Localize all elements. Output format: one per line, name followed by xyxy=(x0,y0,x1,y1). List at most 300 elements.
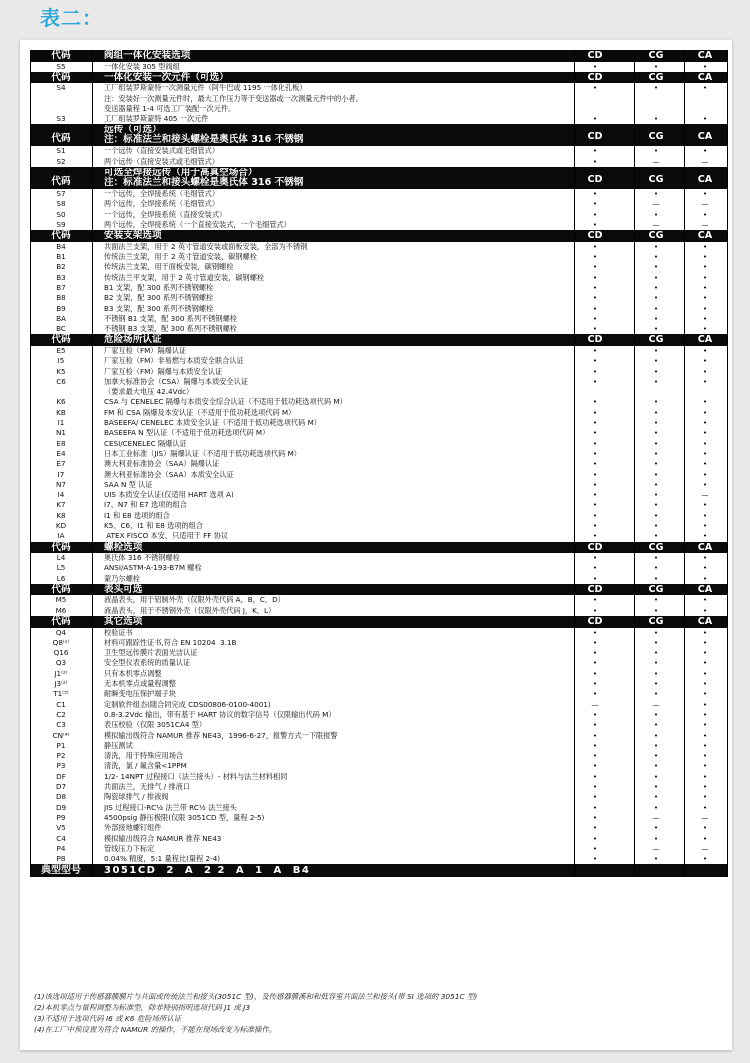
availability-mark: • xyxy=(702,709,708,719)
column-header-cg: CG xyxy=(648,541,664,553)
table-row xyxy=(30,595,728,605)
footnote: (1)该选项适用于传感器膜膜片与共面或传统法兰和接头(3051C 型)，及传感器膜溪和和低容室共面法兰和接头(带 SI 选项的 3051C 型) xyxy=(34,992,478,1001)
table-row xyxy=(30,563,728,573)
option-code: P3 xyxy=(56,761,66,771)
availability-mark: • xyxy=(702,553,708,563)
table-row xyxy=(30,62,728,72)
availability-mark: • xyxy=(592,761,598,771)
availability-mark: • xyxy=(653,490,659,500)
availability-mark: • xyxy=(653,241,659,251)
availability-mark: • xyxy=(592,479,598,489)
column-header-ca: CA xyxy=(697,616,713,628)
column-header-cd: CD xyxy=(587,50,603,61)
option-description: 外部接地螺钉组件 xyxy=(104,823,162,833)
availability-mark: • xyxy=(592,459,598,469)
option-description: 液晶表头，用于铝制外壳（仅限外壳代码 A，B，C，D） xyxy=(104,595,285,605)
availability-mark: • xyxy=(653,376,659,386)
option-description: 澳大利亚标准协会（SAA）隔爆认证 xyxy=(104,459,220,469)
availability-mark: • xyxy=(592,720,598,730)
section-header xyxy=(30,616,728,628)
availability-mark: • xyxy=(592,418,598,428)
availability-mark: • xyxy=(653,428,659,438)
option-description: 液晶表头，用于不锈钢外壳（仅限外壳代码 J，K，L） xyxy=(104,605,276,615)
availability-mark: • xyxy=(702,469,708,479)
availability-mark: • xyxy=(702,730,708,740)
availability-mark: • xyxy=(592,356,598,366)
availability-mark: — xyxy=(701,219,709,229)
availability-mark: • xyxy=(592,189,598,199)
options-table xyxy=(30,50,728,877)
availability-mark: • xyxy=(653,605,659,615)
option-code: C3 xyxy=(56,720,66,730)
availability-mark: • xyxy=(592,146,598,156)
table-row xyxy=(30,470,728,480)
option-description: 厂家互检（FM）非易燃与本质安全联合认证 xyxy=(104,356,244,366)
availability-mark: • xyxy=(702,418,708,428)
table-row xyxy=(30,531,728,541)
availability-mark: • xyxy=(702,376,708,386)
table-row xyxy=(30,346,728,356)
option-code: J1⁽²⁾ xyxy=(54,668,68,678)
availability-mark: • xyxy=(653,272,659,282)
availability-mark: • xyxy=(592,313,598,323)
availability-mark: — xyxy=(652,812,660,822)
table-row xyxy=(30,710,728,720)
availability-mark: • xyxy=(653,418,659,428)
table-row xyxy=(30,367,728,377)
availability-mark: • xyxy=(702,751,708,761)
availability-mark: • xyxy=(702,459,708,469)
column-header-ca: CA xyxy=(697,71,713,83)
table-row xyxy=(30,669,728,679)
availability-mark: • xyxy=(592,637,598,647)
availability-mark: • xyxy=(653,479,659,489)
option-code: P4 xyxy=(56,843,66,853)
footnote: (4)在工厂中预设置为符合 NAMUR 的操作，不能在现场改变为标准操作。 xyxy=(34,1025,277,1034)
availability-mark: • xyxy=(702,479,708,489)
section-title: 表头可选 xyxy=(104,583,143,595)
column-header-cg: CG xyxy=(648,71,664,83)
column-header-ca: CA xyxy=(697,174,713,186)
option-description: ANSI/ASTM-A-193-B7M 螺栓 xyxy=(104,563,202,573)
table-row xyxy=(30,252,728,262)
option-description: 安全型仪表系统的质量认证 xyxy=(104,658,191,668)
option-code: P2 xyxy=(56,751,66,761)
availability-mark: • xyxy=(592,345,598,355)
availability-mark: • xyxy=(702,500,708,510)
availability-mark: • xyxy=(653,709,659,719)
option-code: P9 xyxy=(56,812,66,822)
table-title: 表二： xyxy=(40,6,103,30)
option-description: JIS 过程接口-RC¹⁄₄ 法兰带 RC¹⁄₂ 法兰接头 xyxy=(104,802,237,812)
option-code: S9 xyxy=(56,219,66,229)
section-header xyxy=(30,124,728,146)
table-row xyxy=(30,220,728,230)
option-description: 静压测试 xyxy=(104,740,133,750)
section-title: 可选全焊接远传（用于高真空场合） 注：标准法兰和接头螺栓是奥氏体 316 不锈钢 xyxy=(104,167,304,188)
availability-mark: • xyxy=(702,438,708,448)
availability-mark: — xyxy=(652,219,660,229)
option-description: B1 支架，配 300 系列不锈钢螺栓 xyxy=(104,282,214,292)
availability-mark: • xyxy=(702,720,708,730)
availability-mark: • xyxy=(592,114,598,124)
availability-mark: • xyxy=(653,282,659,292)
availability-mark: • xyxy=(702,520,708,530)
availability-mark: • xyxy=(592,209,598,219)
option-code: B1 xyxy=(56,252,66,262)
table-row xyxy=(30,689,728,699)
table-row xyxy=(30,658,728,668)
availability-mark: • xyxy=(653,303,659,313)
option-description: I7、N7 和 E7 选项的组合 xyxy=(104,500,187,510)
table-row xyxy=(30,387,728,397)
table-row xyxy=(30,761,728,771)
option-description: 共面法兰支架，用于 2 英寸管道安装或面板安装，全部为不锈钢 xyxy=(104,241,308,251)
option-description: 两个远传，全焊接系统（毛细管式） xyxy=(104,199,220,209)
option-code: Q3 xyxy=(55,658,67,668)
footnote: (2)本机零点与量程调整为标准型，除非特别指明选项代码 J1 或 J3 xyxy=(34,1003,251,1012)
availability-mark: • xyxy=(653,531,659,541)
availability-mark: • xyxy=(592,648,598,658)
option-description: 清洗，氯 / 氟含量<1PPM xyxy=(104,761,187,771)
option-code: C4 xyxy=(56,833,66,843)
table-row xyxy=(30,628,728,638)
availability-mark: • xyxy=(702,428,708,438)
availability-mark: • xyxy=(702,209,708,219)
availability-mark: • xyxy=(653,500,659,510)
section-header xyxy=(30,542,728,554)
option-code: S5 xyxy=(56,61,66,71)
availability-mark: • xyxy=(702,823,708,833)
availability-mark: • xyxy=(653,114,659,124)
availability-mark: • xyxy=(592,531,598,541)
availability-mark: • xyxy=(702,114,708,124)
footnotes xyxy=(34,991,477,1035)
table-row xyxy=(30,114,728,124)
table-row xyxy=(30,459,728,469)
availability-mark: • xyxy=(653,668,659,678)
section-header xyxy=(30,72,728,84)
option-description: （要求最大电压 42.4Vdc） xyxy=(104,387,194,397)
availability-mark: • xyxy=(702,303,708,313)
option-description: CSA 与 CENELEC 隔爆与本质安全综合认证（不适用于低功耗选项代码 M） xyxy=(104,397,347,407)
option-description: I1 和 E8 选项的组合 xyxy=(104,510,170,520)
availability-mark: • xyxy=(702,356,708,366)
availability-mark: • xyxy=(592,376,598,386)
availability-mark: • xyxy=(653,262,659,272)
availability-mark: • xyxy=(702,262,708,272)
availability-mark: • xyxy=(653,459,659,469)
availability-mark: • xyxy=(592,61,598,71)
table-row xyxy=(30,500,728,510)
availability-mark: • xyxy=(702,833,708,843)
option-description: 传统法兰平支架，用于 2 英寸管道安装，碳钢螺栓 xyxy=(104,272,265,282)
option-code: V5 xyxy=(56,823,66,833)
option-description: 4500psig 静压极限(仅限 3051CD 型，量程 2-5) xyxy=(104,812,265,822)
option-code: N1 xyxy=(56,428,66,438)
table-row xyxy=(30,648,728,658)
table-row xyxy=(30,418,728,428)
option-description: 1/2- 14NPT 过程接口（法兰接头）- 材料与法兰材料相同 xyxy=(104,771,288,781)
table-row xyxy=(30,439,728,449)
option-code: Q8⁽¹⁾ xyxy=(52,637,70,647)
option-description: 模拟输出级符合 NAMUR 推荐 NE43，1996-6-27，报警方式一下限报警 xyxy=(104,730,338,740)
option-description: 两个远传，全焊接系统（一个直接安装式，一个毛细管式） xyxy=(104,219,291,229)
option-description: 两个远传（直接安装式或毛细管式） xyxy=(104,156,220,166)
option-description: BASEEFA/ CENELEC 本质安全认证（不适用于低功耗选项代码 M） xyxy=(104,418,321,428)
table-row xyxy=(30,314,728,324)
section-header xyxy=(30,50,728,62)
option-description: 陶瓷球排气 / 排液阀 xyxy=(104,792,169,802)
section-header xyxy=(30,230,728,242)
availability-mark: • xyxy=(702,252,708,262)
option-code: P8 xyxy=(56,854,66,864)
column-header-cd: CD xyxy=(587,616,603,628)
option-description: 无本机零点或量程调整 xyxy=(104,679,176,689)
column-header-ca: CA xyxy=(697,541,713,553)
availability-mark: • xyxy=(653,833,659,843)
availability-mark: • xyxy=(702,658,708,668)
section-title: 其它选项 xyxy=(104,616,143,628)
availability-mark: • xyxy=(702,272,708,282)
availability-mark: • xyxy=(592,668,598,678)
availability-mark: — xyxy=(701,812,709,822)
section-header xyxy=(30,584,728,596)
column-header-cd: CD xyxy=(587,230,603,242)
availability-mark: • xyxy=(702,324,708,334)
grid-line xyxy=(574,50,575,877)
availability-mark: • xyxy=(653,407,659,417)
availability-mark: • xyxy=(702,854,708,864)
availability-mark: • xyxy=(653,792,659,802)
option-description: 奥氏体 316 不锈钢螺栓 xyxy=(104,553,180,563)
availability-mark: • xyxy=(653,802,659,812)
option-description: 模拟输出级符合 NAMUR 推荐 NE43 xyxy=(104,833,222,843)
availability-mark: • xyxy=(592,823,598,833)
availability-mark: • xyxy=(653,720,659,730)
availability-mark: • xyxy=(702,648,708,658)
option-description: 一个远传（直接安装式或毛细管式） xyxy=(104,146,220,156)
availability-mark: • xyxy=(702,740,708,750)
option-code: C2 xyxy=(56,709,66,719)
availability-mark: • xyxy=(592,751,598,761)
option-code: L5 xyxy=(56,563,66,573)
table-row xyxy=(30,731,728,741)
availability-mark: • xyxy=(592,438,598,448)
availability-mark: • xyxy=(653,689,659,699)
availability-mark: • xyxy=(592,843,598,853)
option-code: M5 xyxy=(55,595,67,605)
availability-mark: • xyxy=(592,293,598,303)
column-header-ca: CA xyxy=(697,50,713,61)
availability-mark: • xyxy=(592,510,598,520)
option-description: K5、C6、I1 和 E8 选项的组合 xyxy=(104,520,204,530)
availability-mark: • xyxy=(702,761,708,771)
table-row xyxy=(30,146,728,156)
table-row xyxy=(30,199,728,209)
availability-mark: • xyxy=(702,637,708,647)
option-code: S3 xyxy=(56,114,66,124)
table-row xyxy=(30,741,728,751)
availability-mark: • xyxy=(592,500,598,510)
availability-mark: • xyxy=(592,802,598,812)
section-header xyxy=(30,167,728,189)
option-code: B3 xyxy=(56,272,66,282)
option-code: K6 xyxy=(56,397,66,407)
section-code-label: 代码 xyxy=(51,334,71,346)
option-code: S7 xyxy=(56,189,66,199)
table-row xyxy=(30,262,728,272)
option-code: I4 xyxy=(57,490,65,500)
availability-mark: • xyxy=(653,658,659,668)
availability-mark: • xyxy=(653,293,659,303)
table-row xyxy=(30,574,728,584)
table-row xyxy=(30,844,728,854)
option-code: CN⁽⁴⁾ xyxy=(52,730,70,740)
option-code: E8 xyxy=(56,438,66,448)
section-title: 一体化安装一次元件（可选） xyxy=(104,71,229,83)
table-row xyxy=(30,356,728,366)
availability-mark: • xyxy=(592,782,598,792)
option-description: FM 和 CSA 隔爆及本安认证（不适用于低功耗选项代码 M） xyxy=(104,407,296,417)
footnote: (3)不适用于选项代码 I6 或 K6 危险场所认证 xyxy=(34,1014,182,1023)
option-code: B7 xyxy=(56,282,66,292)
availability-mark: • xyxy=(592,792,598,802)
section-header xyxy=(30,334,728,346)
availability-mark: • xyxy=(702,397,708,407)
grid-line xyxy=(684,50,685,877)
availability-mark: • xyxy=(702,83,708,93)
availability-mark: • xyxy=(592,397,598,407)
availability-mark: • xyxy=(653,209,659,219)
option-description: 日本工业标准（JIS）隔爆认证（不适用于低功耗选项代码 M） xyxy=(104,448,301,458)
availability-mark: • xyxy=(592,740,598,750)
table-row xyxy=(30,273,728,283)
availability-mark: — xyxy=(701,490,709,500)
table-row xyxy=(30,104,728,114)
table-row xyxy=(30,638,728,648)
option-description: 蒙乃尔螺栓 xyxy=(104,573,140,583)
option-description: 不锈钢 B3 支架，配 300 系列不锈钢螺栓 xyxy=(104,324,237,334)
availability-mark: • xyxy=(653,823,659,833)
option-code: K8 xyxy=(56,510,66,520)
availability-mark: • xyxy=(702,61,708,71)
option-code: B9 xyxy=(56,303,66,313)
availability-mark: • xyxy=(653,740,659,750)
option-code: I5 xyxy=(57,356,65,366)
availability-mark: • xyxy=(702,679,708,689)
availability-mark: • xyxy=(592,833,598,843)
table-row xyxy=(30,511,728,521)
availability-mark: • xyxy=(653,761,659,771)
option-code: S8 xyxy=(56,199,66,209)
column-header-cg: CG xyxy=(648,50,664,61)
option-description: 一个远传，全焊接系统（直接安装式） xyxy=(104,209,227,219)
availability-mark: • xyxy=(653,648,659,658)
option-code: BA xyxy=(56,313,66,323)
section-code-label: 代码 xyxy=(51,230,71,242)
option-code: BC xyxy=(56,324,66,334)
option-description: 共面法兰，无排气 / 排液口 xyxy=(104,782,191,792)
availability-mark: • xyxy=(592,771,598,781)
table-row xyxy=(30,679,728,689)
table-row xyxy=(30,480,728,490)
availability-mark: — xyxy=(652,156,660,166)
option-code: L4 xyxy=(56,553,66,563)
grid-line xyxy=(30,50,31,877)
availability-mark: • xyxy=(702,699,708,709)
option-code: Q4 xyxy=(55,627,67,637)
availability-mark: • xyxy=(653,324,659,334)
column-header-cd: CD xyxy=(587,174,603,186)
grid-line xyxy=(634,50,635,877)
availability-mark: • xyxy=(592,262,598,272)
availability-mark: • xyxy=(702,189,708,199)
option-description: 澳大利亚标准协会（SAA）本质安全认证 xyxy=(104,469,234,479)
availability-mark: • xyxy=(702,313,708,323)
availability-mark: • xyxy=(653,83,659,93)
availability-mark: • xyxy=(702,241,708,251)
option-code: KD xyxy=(55,520,67,530)
option-description: 传统法兰支架，用于 2 英寸管道安装，碳钢螺栓 xyxy=(104,252,257,262)
availability-mark: • xyxy=(702,802,708,812)
option-code: E7 xyxy=(56,459,66,469)
option-description: UIS 本质安全认证(仅适用 HART 选项 A) xyxy=(104,490,234,500)
availability-mark: • xyxy=(592,469,598,479)
availability-mark: • xyxy=(702,531,708,541)
table-row xyxy=(30,803,728,813)
table-row xyxy=(30,606,728,616)
table-row xyxy=(30,782,728,792)
availability-mark: • xyxy=(592,553,598,563)
option-description: 只有本机零点调整 xyxy=(104,668,162,678)
option-code: E5 xyxy=(56,345,66,355)
table-row xyxy=(30,449,728,459)
availability-mark: • xyxy=(653,730,659,740)
option-description: 管线压力下标定 xyxy=(104,843,155,853)
column-header-cd: CD xyxy=(587,541,603,553)
availability-mark: • xyxy=(702,792,708,802)
option-code: D7 xyxy=(55,782,67,792)
option-code: K7 xyxy=(56,500,66,510)
option-description: 材料可跟踪性证书,符合 EN 10204 3.1B xyxy=(104,637,237,647)
availability-mark: • xyxy=(702,563,708,573)
availability-mark: • xyxy=(653,61,659,71)
option-code: J3⁽²⁾ xyxy=(54,679,68,689)
table-row xyxy=(30,823,728,833)
availability-mark: — xyxy=(652,699,660,709)
availability-mark: • xyxy=(702,293,708,303)
option-code: C1 xyxy=(56,699,66,709)
option-description: 一个远传，全焊接系统（毛细管式） xyxy=(104,189,220,199)
availability-mark: • xyxy=(592,730,598,740)
availability-mark: • xyxy=(653,751,659,761)
availability-mark: • xyxy=(702,282,708,292)
typical-model-number: 3051CD 2 A 2 2 A 1 A B4 xyxy=(104,865,311,877)
column-header-cd: CD xyxy=(587,583,603,595)
table-row xyxy=(30,408,728,418)
availability-mark: • xyxy=(592,324,598,334)
table-row xyxy=(30,210,728,220)
option-code: E4 xyxy=(56,448,66,458)
availability-mark: — xyxy=(591,699,599,709)
option-description: 清洗，用于特殊应用场合 xyxy=(104,751,184,761)
section-code-label: 代码 xyxy=(51,583,71,595)
option-description: 卫生型远传膜片表面光洁认证 xyxy=(104,648,198,658)
availability-mark: • xyxy=(702,407,708,417)
column-header-ca: CA xyxy=(697,230,713,242)
availability-mark: • xyxy=(702,573,708,583)
